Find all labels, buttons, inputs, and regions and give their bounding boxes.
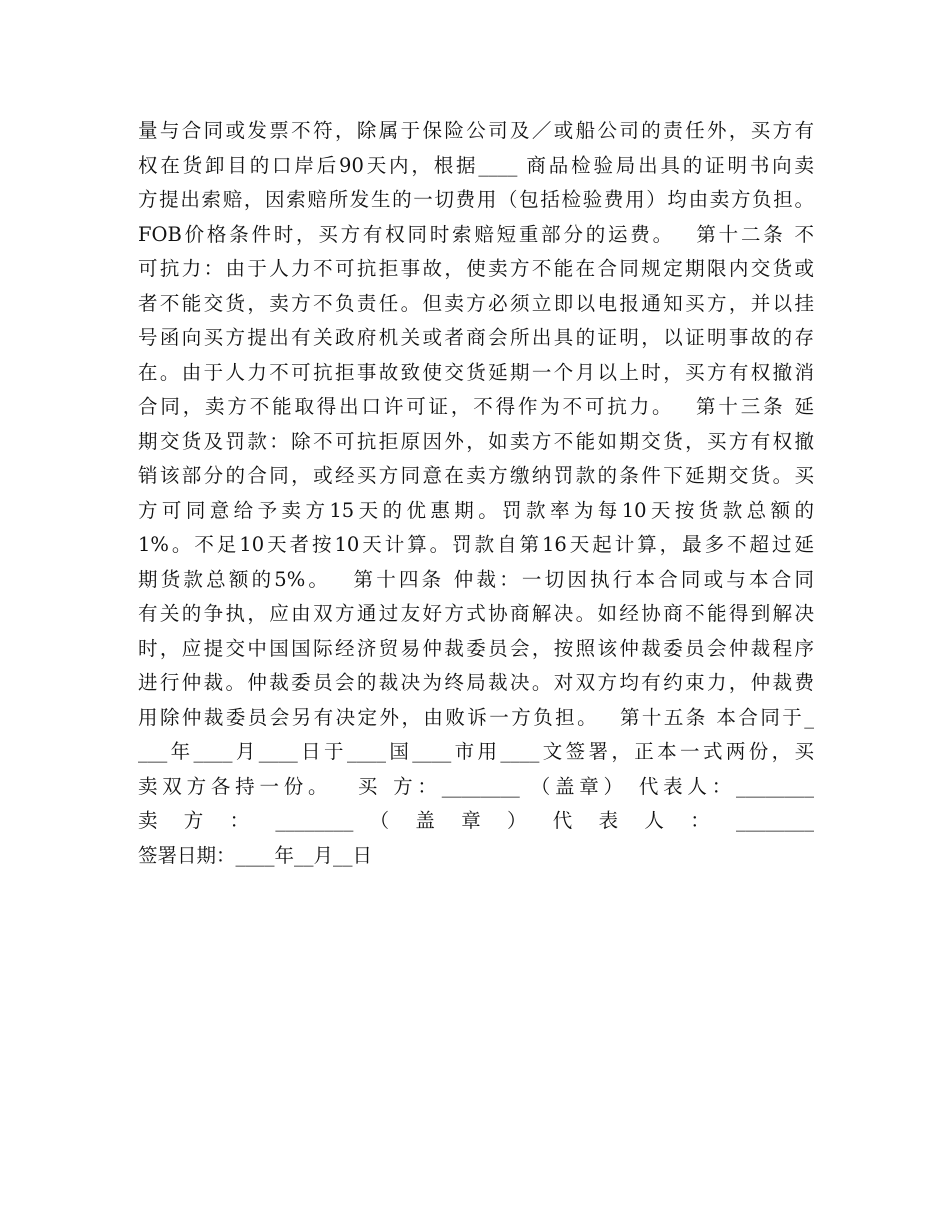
text-line: 期货款总额的5%。 第十四条 仲裁：一切因执行本合同或与本合同 bbox=[138, 567, 814, 591]
text-line: 进行仲裁。仲裁委员会的裁决为终局裁决。对双方均有约束力，仲裁费 bbox=[138, 671, 814, 694]
buyer-signature-line: 卖双方各持一份。 买 方：________ （盖章） 代表人：________ bbox=[138, 774, 814, 798]
text-line: 方提出索赔，因索赔所发生的一切费用（包括检验费用）均由卖方负担。 bbox=[138, 188, 814, 211]
text-line: 期交货及罚款：除不可抗拒原因外，如卖方不能如期交货，买方有权撤 bbox=[138, 429, 814, 453]
text-line: 可抗力：由于人力不可抗拒事故，使卖方不能在合同规定期限内交货或 bbox=[138, 257, 814, 280]
text-line: 时，应提交中国国际经济贸易仲裁委员会，按照该仲裁委员会仲裁程序 bbox=[138, 636, 814, 660]
text-line: 合同，卖方不能取得出口许可证，不得作为不可抗力。 第十三条 延 bbox=[138, 395, 814, 418]
signing-date-line: 签署日期：____年__月__日 bbox=[138, 843, 373, 867]
seller-signature-line: 卖 方 ： ________ （ 盖 章 ） 代 表 人 ： ________ bbox=[138, 809, 814, 832]
text-line: 权在货卸目的口岸后90天内，根据____ 商品检验局出具的证明书向卖 bbox=[138, 153, 814, 177]
text-line: 者不能交货，卖方不负责任。但卖方必须立即以电报通知买方，并以挂 bbox=[138, 291, 814, 315]
text-line: 量与合同或发票不符，除属于保险公司及／或船公司的责任外，买方有 bbox=[138, 119, 814, 142]
text-line: 销该部分的合同，或经买方同意在卖方缴纳罚款的条件下延期交货。买 bbox=[138, 464, 814, 487]
text-line: 1%。不足10天者按10天计算。罚款自第16天起计算，最多不超过延 bbox=[138, 533, 814, 556]
text-line: 方可同意给予卖方15天的优惠期。罚款率为每10天按货款总额的 bbox=[138, 498, 814, 522]
text-line: ___年____月____日于____国____市用____文签署，正本一式两份，买 bbox=[138, 740, 814, 763]
text-line: 号函向买方提出有关政府机关或者商会所出具的证明，以证明事故的存 bbox=[138, 326, 814, 349]
contract-text bbox=[138, 114, 814, 873]
text-line: 有关的争执，应由双方通过友好方式协商解决。如经协商不能得到解决 bbox=[138, 602, 814, 625]
text-line: 用除仲裁委员会另有决定外，由败诉一方负担。 第十五条 本合同于_ bbox=[138, 705, 814, 729]
text-line: FOB价格条件时，买方有权同时索赔短重部分的运费。 第十二条 不 bbox=[138, 222, 814, 246]
text-line: 在。由于人力不可抗拒事故致使交货延期一个月以上时，买方有权撤消 bbox=[138, 360, 814, 384]
